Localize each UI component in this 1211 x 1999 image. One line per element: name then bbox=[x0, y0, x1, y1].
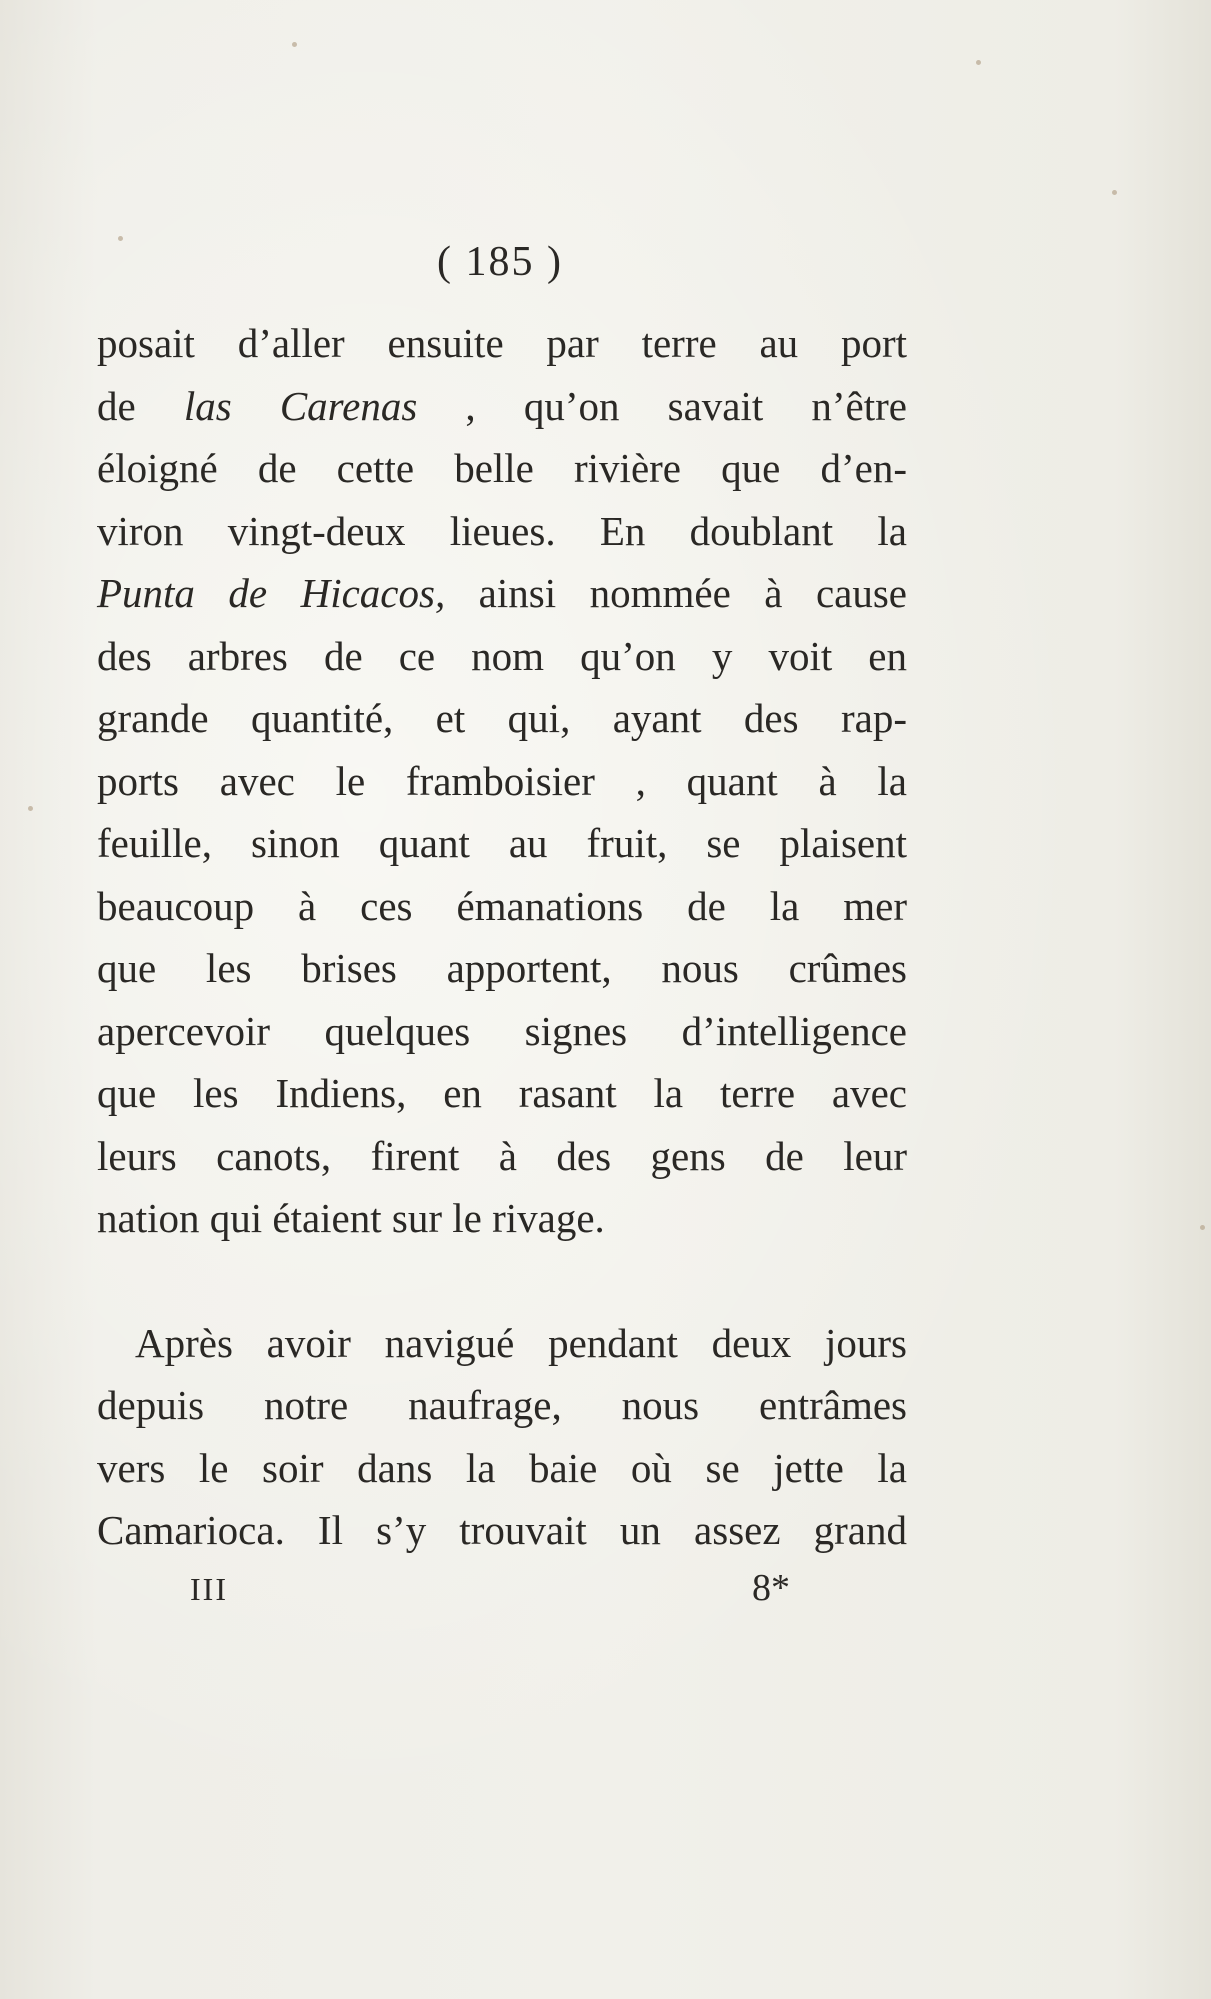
text-segment: leurs canots, firent à des gens de leur bbox=[97, 1132, 907, 1179]
text-line bbox=[97, 1000, 907, 1063]
paragraph bbox=[97, 312, 907, 1250]
text-line bbox=[97, 1374, 907, 1437]
text-segment: posait d’aller ensuite par terre au port bbox=[97, 320, 907, 366]
text-segment: depuis notre naufrage, nous entrâmes bbox=[97, 1382, 907, 1428]
paper-speck bbox=[976, 60, 981, 65]
text-segment: viron vingt-deux lieues. En doublant la bbox=[97, 507, 907, 554]
text-line bbox=[97, 312, 907, 375]
text-segment: Après avoir navigué pendant deux jours bbox=[135, 1319, 907, 1366]
signature-mark: III bbox=[190, 1571, 228, 1607]
paper-speck bbox=[1200, 1225, 1205, 1230]
text-line bbox=[97, 1437, 907, 1500]
italic-text: Punta de Hicacos, bbox=[97, 570, 446, 616]
paper-speck bbox=[292, 42, 297, 47]
text-segment: que les brises apportent, nous crûmes bbox=[97, 945, 907, 991]
text-line bbox=[97, 437, 907, 500]
italic-text: las Carenas bbox=[183, 382, 418, 429]
text-segment: Camarioca. Il s’y trouvait un assez grand bbox=[97, 1507, 907, 1553]
text-line bbox=[97, 750, 907, 813]
text-segment: ports avec le framboisier , quant à la bbox=[97, 757, 907, 804]
page-number: ( 185 ) bbox=[437, 239, 563, 285]
text-segment: éloigné de cette belle rivière que d’en- bbox=[97, 445, 907, 491]
text-segment: vers le soir dans la baie où se jette la bbox=[97, 1444, 907, 1491]
text-segment: grande quantité, et qui, ayant des rap- bbox=[97, 695, 907, 741]
paragraph bbox=[97, 1312, 907, 1562]
text-segment: apercevoir quelques signes d’intelligence bbox=[97, 1007, 907, 1054]
paragraph-gap bbox=[97, 1250, 907, 1312]
text-line bbox=[97, 1312, 907, 1375]
sheet-mark: 8* bbox=[752, 1567, 790, 1609]
text-line bbox=[97, 375, 907, 438]
text-segment: des arbres de ce nom qu’on y voit en bbox=[97, 632, 907, 679]
text-line bbox=[97, 1062, 907, 1125]
text-segment: beaucoup à ces émanations de la mer bbox=[97, 882, 907, 929]
text-line bbox=[97, 687, 907, 750]
text-line bbox=[97, 937, 907, 1000]
paper-speck bbox=[28, 806, 33, 811]
text-line bbox=[97, 562, 907, 625]
text-line bbox=[97, 500, 907, 563]
text-segment: ainsi nommée à cause bbox=[445, 570, 907, 616]
text-segment: , qu’on savait n’être bbox=[417, 382, 907, 429]
text-segment: que les Indiens, en rasant la terre avec bbox=[97, 1070, 907, 1116]
body-text bbox=[97, 312, 907, 1562]
text-segment: nation qui étaient sur le rivage. bbox=[97, 1195, 605, 1241]
text-line bbox=[97, 1499, 907, 1562]
text-line bbox=[97, 1187, 907, 1250]
text-line bbox=[97, 875, 907, 938]
text-line bbox=[97, 1125, 907, 1188]
text-segment: feuille, sinon quant au fruit, se plaisent bbox=[97, 820, 907, 866]
text-line bbox=[97, 625, 907, 688]
text-segment: de bbox=[97, 382, 184, 429]
paper-speck bbox=[1112, 190, 1117, 195]
text-line bbox=[97, 812, 907, 875]
